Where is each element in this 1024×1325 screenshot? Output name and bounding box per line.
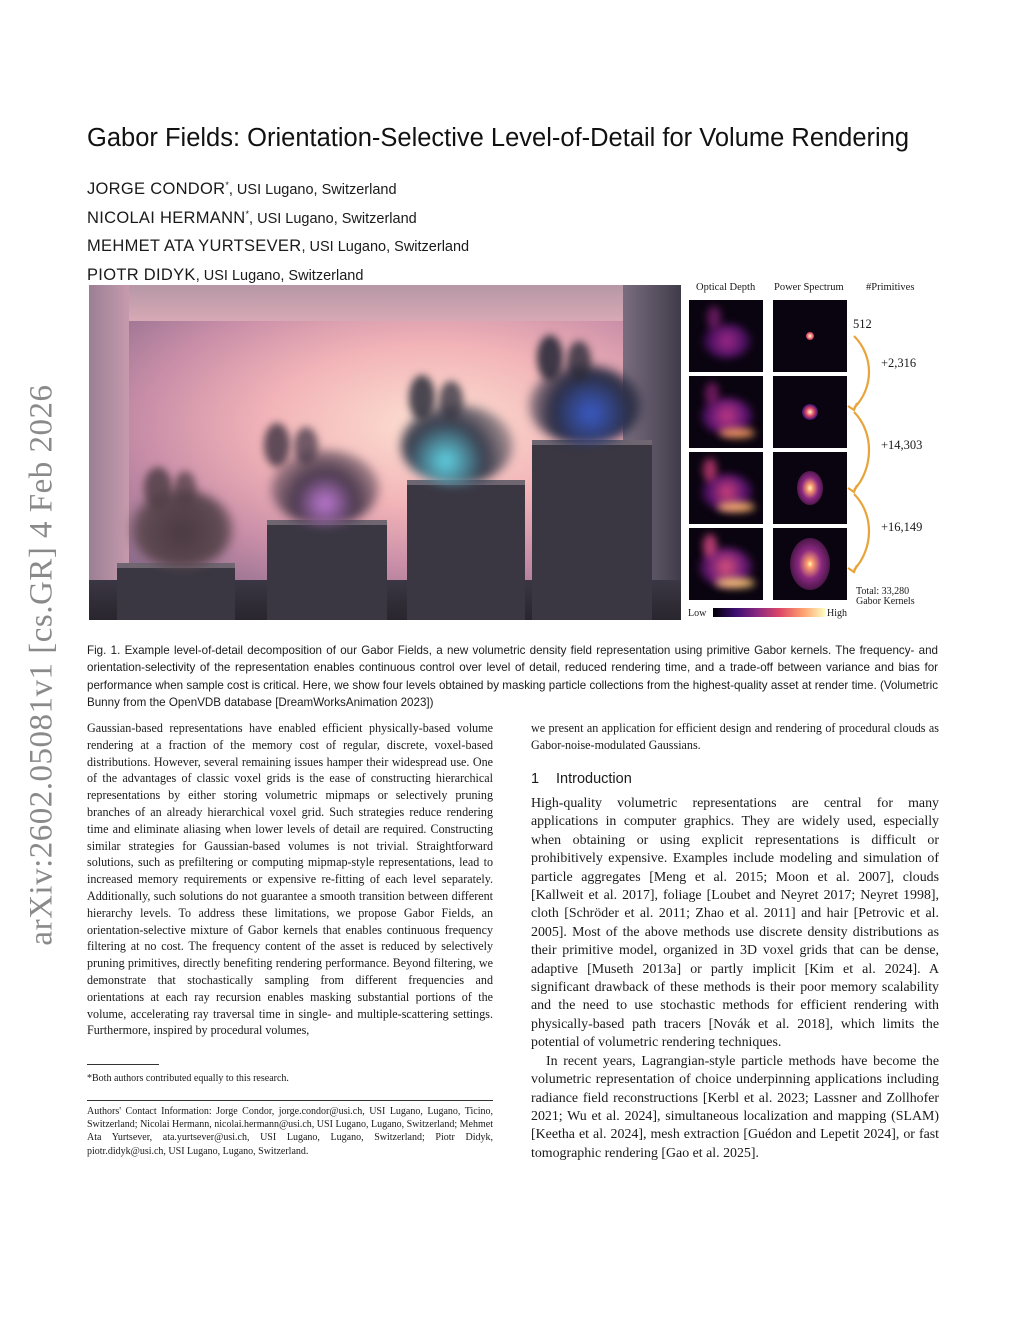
figure-caption: Fig. 1. Example level-of-detail decomposition of our Gabor Fields, a new volumetric density field representation using primitive Gabor kernels. The frequency- and orientation-selectivity of the representation enables continuous control over level of detail, reduced rendering time, and a trade-off between variance and bias for performance when sample cost is critical. Here, we show four levels obtained by masking particle collections from the highest-quality asset at render time. (Volumetric Bunny from the OpenVDB database [DreamWorksAnimation 2023]) (87, 644, 938, 709)
power-spectrum-level-3 (773, 452, 847, 524)
power-spectrum-level-1 (773, 300, 847, 372)
level-arrows (840, 320, 880, 590)
teaser-render-image (89, 285, 681, 620)
arxiv-stamp-text: arXiv:2602.05081v1 [cs.GR] 4 Feb 2026 (23, 384, 60, 946)
col-label-optical-depth: Optical Depth (696, 282, 756, 293)
equal-contribution-footnote: *Both authors contributed equally to this research. (87, 1073, 289, 1084)
abstract-continuation: we present an application for efficient design and rendering of procedural clouds as Gabor-noise-modulated Gaussians. (531, 721, 939, 752)
arrow-level-2-3 (854, 412, 869, 490)
author-mark: * (225, 180, 229, 190)
section-heading (531, 771, 632, 787)
author-mark: * (245, 208, 250, 219)
primitive-count-level-3: +14,303 (881, 438, 923, 452)
author-affiliation: , USI Lugano, Switzerland (195, 268, 364, 285)
author-3 (87, 231, 687, 260)
intro-paragraph-2: In recent years, Lagrangian-style particle methods have become the volumetric representation of choice underpinning applications including radiance field reconstructions [Kerbl et al. 2023; Lassner and Zollhofer 2021; Wu et al. 2024], simultaneous localization and mapping (SLAM) [Keetha et al. 2024], mesh extraction [Guédon and Lepetit 2024], or fast tomographic rendering [Gao et al. 2025]. (531, 1053, 939, 1161)
arrowhead-level-2-3 (848, 485, 857, 492)
author-contact-information: Authors' Contact Information: Jorge Condor, jorge.condor@usi.ch, USI Lugano, Lugano, Ticino, Switzerland; Nicolai Hermann, nicolai.hermann@usi.ch, USI Lugano, Lugano, Switzerland; Mehmet Ata Yurtsever, ata.yurtsever@usi.ch, USI Lugano, Lugano, Switzerland; Piotr Didyk, piotr.didyk@usi.ch, USI Lugano, Lugano, Switzerland. (87, 1106, 493, 1157)
colorbar-low-label: Low (688, 608, 707, 619)
author-affiliation: , USI Lugano, Switzerland (249, 210, 417, 227)
optical-depth-level-1 (689, 300, 763, 372)
pedestal-4 (532, 440, 652, 620)
colorbar-high-label: High (827, 608, 847, 619)
arrow-level-3-4 (854, 494, 869, 570)
paper-title: Gabor Fields: Orientation-Selective Level-of-Detail for Volume Rendering (87, 124, 910, 152)
colorbar (713, 608, 825, 617)
optical-depth-level-4 (689, 528, 763, 600)
pedestal-2 (267, 520, 387, 620)
author-name: NICOLAI HERMANN (87, 208, 246, 227)
pedestal-1 (117, 563, 235, 620)
author-1 (87, 174, 687, 203)
primitive-count-level-1: 512 (853, 317, 872, 331)
lod-panels (685, 282, 950, 622)
power-spectrum-level-2 (773, 376, 847, 448)
primitive-count-level-4: +16,149 (881, 520, 923, 534)
footnote-rule (87, 1064, 159, 1065)
abstract-text: Gaussian-based representations have enabled efficient physically-based volume rendering at a fraction of the memory cost of regular, discrete, voxel-based distributions. However, several remaining issues hamper their widespread use. One of the advantages of classic voxel grids is the ease of constructing hierarchical representations by either storing volumetric mipmaps or selectively pruning branches of an already hierarchical voxel grid. Such strategies reduce rendering time and eliminate aliasing when lower levels of detail are required. Constructing similar strategies for Gaussian-based volumes is not trivial. Straightforward solutions, such as prefiltering or computing mipmap-style representations, lead to increased memory requirements or expensive re-fitting of each level separately. Additionally, such solutions do not guarantee a smooth transition between different hierarchy levels. To address these limitations, we propose Gabor Fields, an orientation-selective mixture of Gabor kernels that enables continuous frequency filtering at no cost. The frequency content of the asset is reduced by selectively pruning primitives, directly benefiting rendering performance. Beyond filtering, we demonstrate that stochastically sampling from different frequencies and orientations at each ray recursion enables masking substantial portions of the volume, accelerating ray traversal time in single- and multiple-scattering settings. Furthermore, inspired by procedural volumes, (87, 721, 493, 1038)
section-title: Introduction (556, 771, 632, 787)
author-2 (87, 203, 687, 232)
room-ceiling (89, 285, 681, 321)
introduction-body (531, 795, 939, 1163)
total-kernels-line1: Total: 33,280 (856, 586, 910, 597)
author-name: MEHMET ATA YURTSEVER (87, 237, 302, 256)
power-spectrum-level-4 (773, 528, 847, 600)
optical-depth-level-2 (689, 376, 763, 448)
arrowhead-level-3-4 (848, 565, 857, 572)
author-list (87, 174, 687, 289)
section-number: 1 (531, 771, 540, 787)
arxiv-stamp (20, 380, 64, 950)
author-name: JORGE CONDOR (87, 180, 226, 199)
intro-paragraph-1: High-quality volumetric representations are central for many applications in computer graphics. They are widely used, especially when obtaining or using explicit representations is difficult or prohibitively expensive. Examples include modeling and simulation of particle aggregates [Meng et al. 2015; Moon et al. 2007], clouds [Kallweit et al. 2017], foliage [Loubet and Neyret 2017; Neyret 1998], cloth [Schröder et al. 2011; Zhao et al. 2011] and hair [Petrovic et al. 2005]. Most of the above methods use discrete density distributions as their primitive model, organized in 3D voxel grids that can be dense, adaptive [Museth 2013a] or partly implicit [Kim et al. 2024]. A significant drawback of these methods is their poor memory scalability and the need to use stochastic methods for efficient rendering with physically-based path tracers [Novák et al. 2018], which limits the potential of volumetric rendering techniques. (531, 796, 939, 1051)
primitive-count-level-2: +2,316 (881, 356, 917, 370)
author-name: PIOTR DIDYK (87, 266, 196, 285)
optical-depth-level-3 (689, 452, 763, 524)
total-kernels-line2: Gabor Kernels (856, 596, 915, 607)
pedestal-3 (407, 480, 525, 620)
author-affiliation: , USI Lugano, Switzerland (301, 239, 470, 256)
arrow-level-1-2 (854, 336, 869, 408)
arrowhead-level-1-2 (848, 403, 857, 410)
contact-rule (87, 1100, 493, 1101)
author-affiliation: , USI Lugano, Switzerland (228, 182, 397, 199)
col-label-primitives: #Primitives (866, 282, 915, 293)
col-label-power-spectrum: Power Spectrum (774, 282, 844, 293)
